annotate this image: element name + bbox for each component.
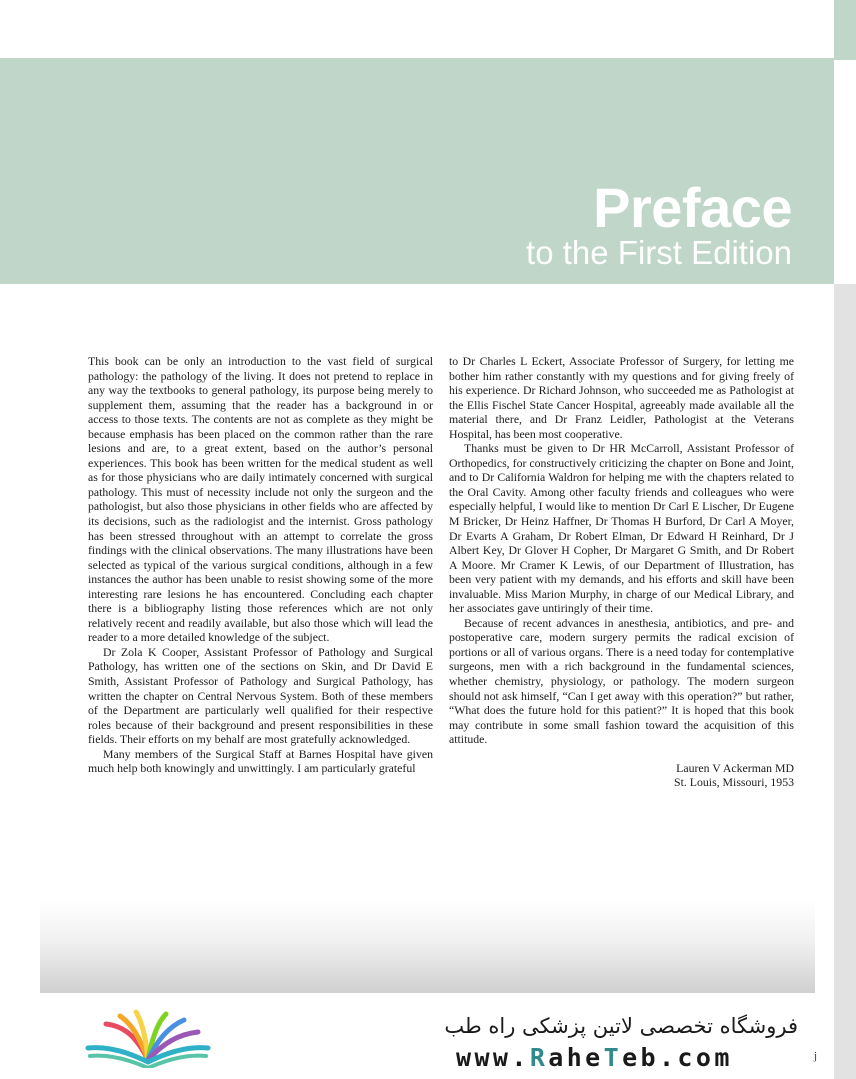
brand-url[interactable] xyxy=(456,1043,733,1072)
footer-fade xyxy=(40,900,815,993)
paragraph: Because of recent advances in anesthesia, antibiotics, and pre- and postoperative care, modern surgery permits the radical excision of portions or all of various organs. There is a need today for contemplative surgeons, men with a rich background in the fundamental sciences, whether chemistry, physiology, or pathology. The modern surgeon should not ask himself, “Can I get away with this operation?” but rather, “What does the future hold for this patient?” It is hoped that this book may contribute in some small fashion toward the acquisition of this attitude. xyxy=(449,615,794,747)
url-suffix: .com xyxy=(658,1043,733,1072)
page-edge-gap xyxy=(834,60,856,284)
page-number: j xyxy=(814,1050,818,1062)
paragraph: Thanks must be given to Dr HR McCarroll, Assistant Professor of Orthopedics, for constructively criticizing the chapter on Bone and Joint, and to Dr California Waldron for helping me with the chapters related to the Oral Cavity. Among other faculty friends and colleagues who were especially helpful, I would like to mention Dr Carl E Lischer, Dr Eugene M Bricker, Dr Heinz Haffner, Dr Thomas H Burford, Dr Carl A Moyer, Dr Evarts A Graham, Dr Robert Elman, Dr Edward H Reinhard, Dr J Albert Key, Dr Glover H Copher, Dr Margaret G Smith, and Dr Robert A Moore. Mr Cramer K Lewis, of our Department of Illustration, has been very patient with my demands, and his efforts and skill have been invaluable. Miss Marion Murphy, in charge of our Medical Library, and her associates gave untiringly of their time. xyxy=(449,441,794,616)
url-letter-r: R xyxy=(529,1043,549,1072)
left-column xyxy=(88,354,433,776)
url-prefix: www. xyxy=(456,1043,530,1072)
signature-block xyxy=(449,761,794,790)
paragraph: Many members of the Surgical Staff at Barnes Hospital have given much help both knowingly and unwittingly. I am particularly grateful xyxy=(88,746,433,776)
page-edge-strip xyxy=(834,0,856,1079)
right-column xyxy=(449,354,794,790)
page-title: Preface xyxy=(593,176,792,239)
book-logo-icon xyxy=(84,1008,212,1068)
url-part-ahe: ahe xyxy=(548,1043,604,1072)
paragraph: This book can be only an introduction to the vast field of surgical pathology: the pathology of the living. It does not pretend to replace in any way the textbooks to general pathology, its purpose being merely to supplement them, assuming that the reader has a background in or access to those texts. The contents are not as complete as they might be because emphasis has been placed on the common rather than the rare lesions and are, to a great extent, based on the author’s personal experiences. This book has been written for the medical student as well as for those physicians who are daily intimately concerned with surgical pathology. This must of necessity include not only the surgeon and the pathologist, but also those physicians in other fields who are affected by its decisions, such as the radiologist and the internist. Gross pathology has been stressed throughout with an attempt to correlate the gross findings with the clinical observations. The many illustrations have been selected as typical of the various surgical conditions, although in a few instances the author has been unable to resist showing some of the more interesting rare lesions he has encountered. Concluding each chapter there is a bibliography listing those references which are not only relatively recent and readily available, but also those which will lead the reader to a more detailed knowledge of the subject. xyxy=(88,354,433,645)
url-letter-t: T xyxy=(603,1043,623,1072)
url-part-eb: eb xyxy=(622,1043,659,1072)
page-subtitle: to the First Edition xyxy=(526,234,792,271)
author-place-date: St. Louis, Missouri, 1953 xyxy=(674,775,794,790)
paragraph: to Dr Charles L Eckert, Associate Professor of Surgery, for letting me bother him rather constantly with my questions and for giving freely of his experience. Dr Richard Johnson, who succeeded me as Pathologist at the Ellis Fischel State Cancer Hospital, agreeably made available all the material there, and Dr Franz Leidler, Pathologist at the Veterans Hospital, has been most cooperative. xyxy=(449,354,794,441)
author-name: Lauren V Ackerman MD xyxy=(676,760,794,775)
paragraph: Dr Zola K Cooper, Assistant Professor of Pathology and Surgical Pathology, has written one of the sections on Skin, and Dr David E Smith, Assistant Professor of Pathology and Surgical Pathology, has written the chapter on Central Nervous System. Both of these members of the Department are particularly well qualified for their respective roles because of their background and present responsibilities in these fields. Their efforts on my behalf are most gratefully acknowledged. xyxy=(88,644,433,747)
brand-name-persian: فروشگاه تخصصی لاتین پزشکی راه طب xyxy=(444,1014,798,1038)
page-edge-tab xyxy=(834,0,856,60)
